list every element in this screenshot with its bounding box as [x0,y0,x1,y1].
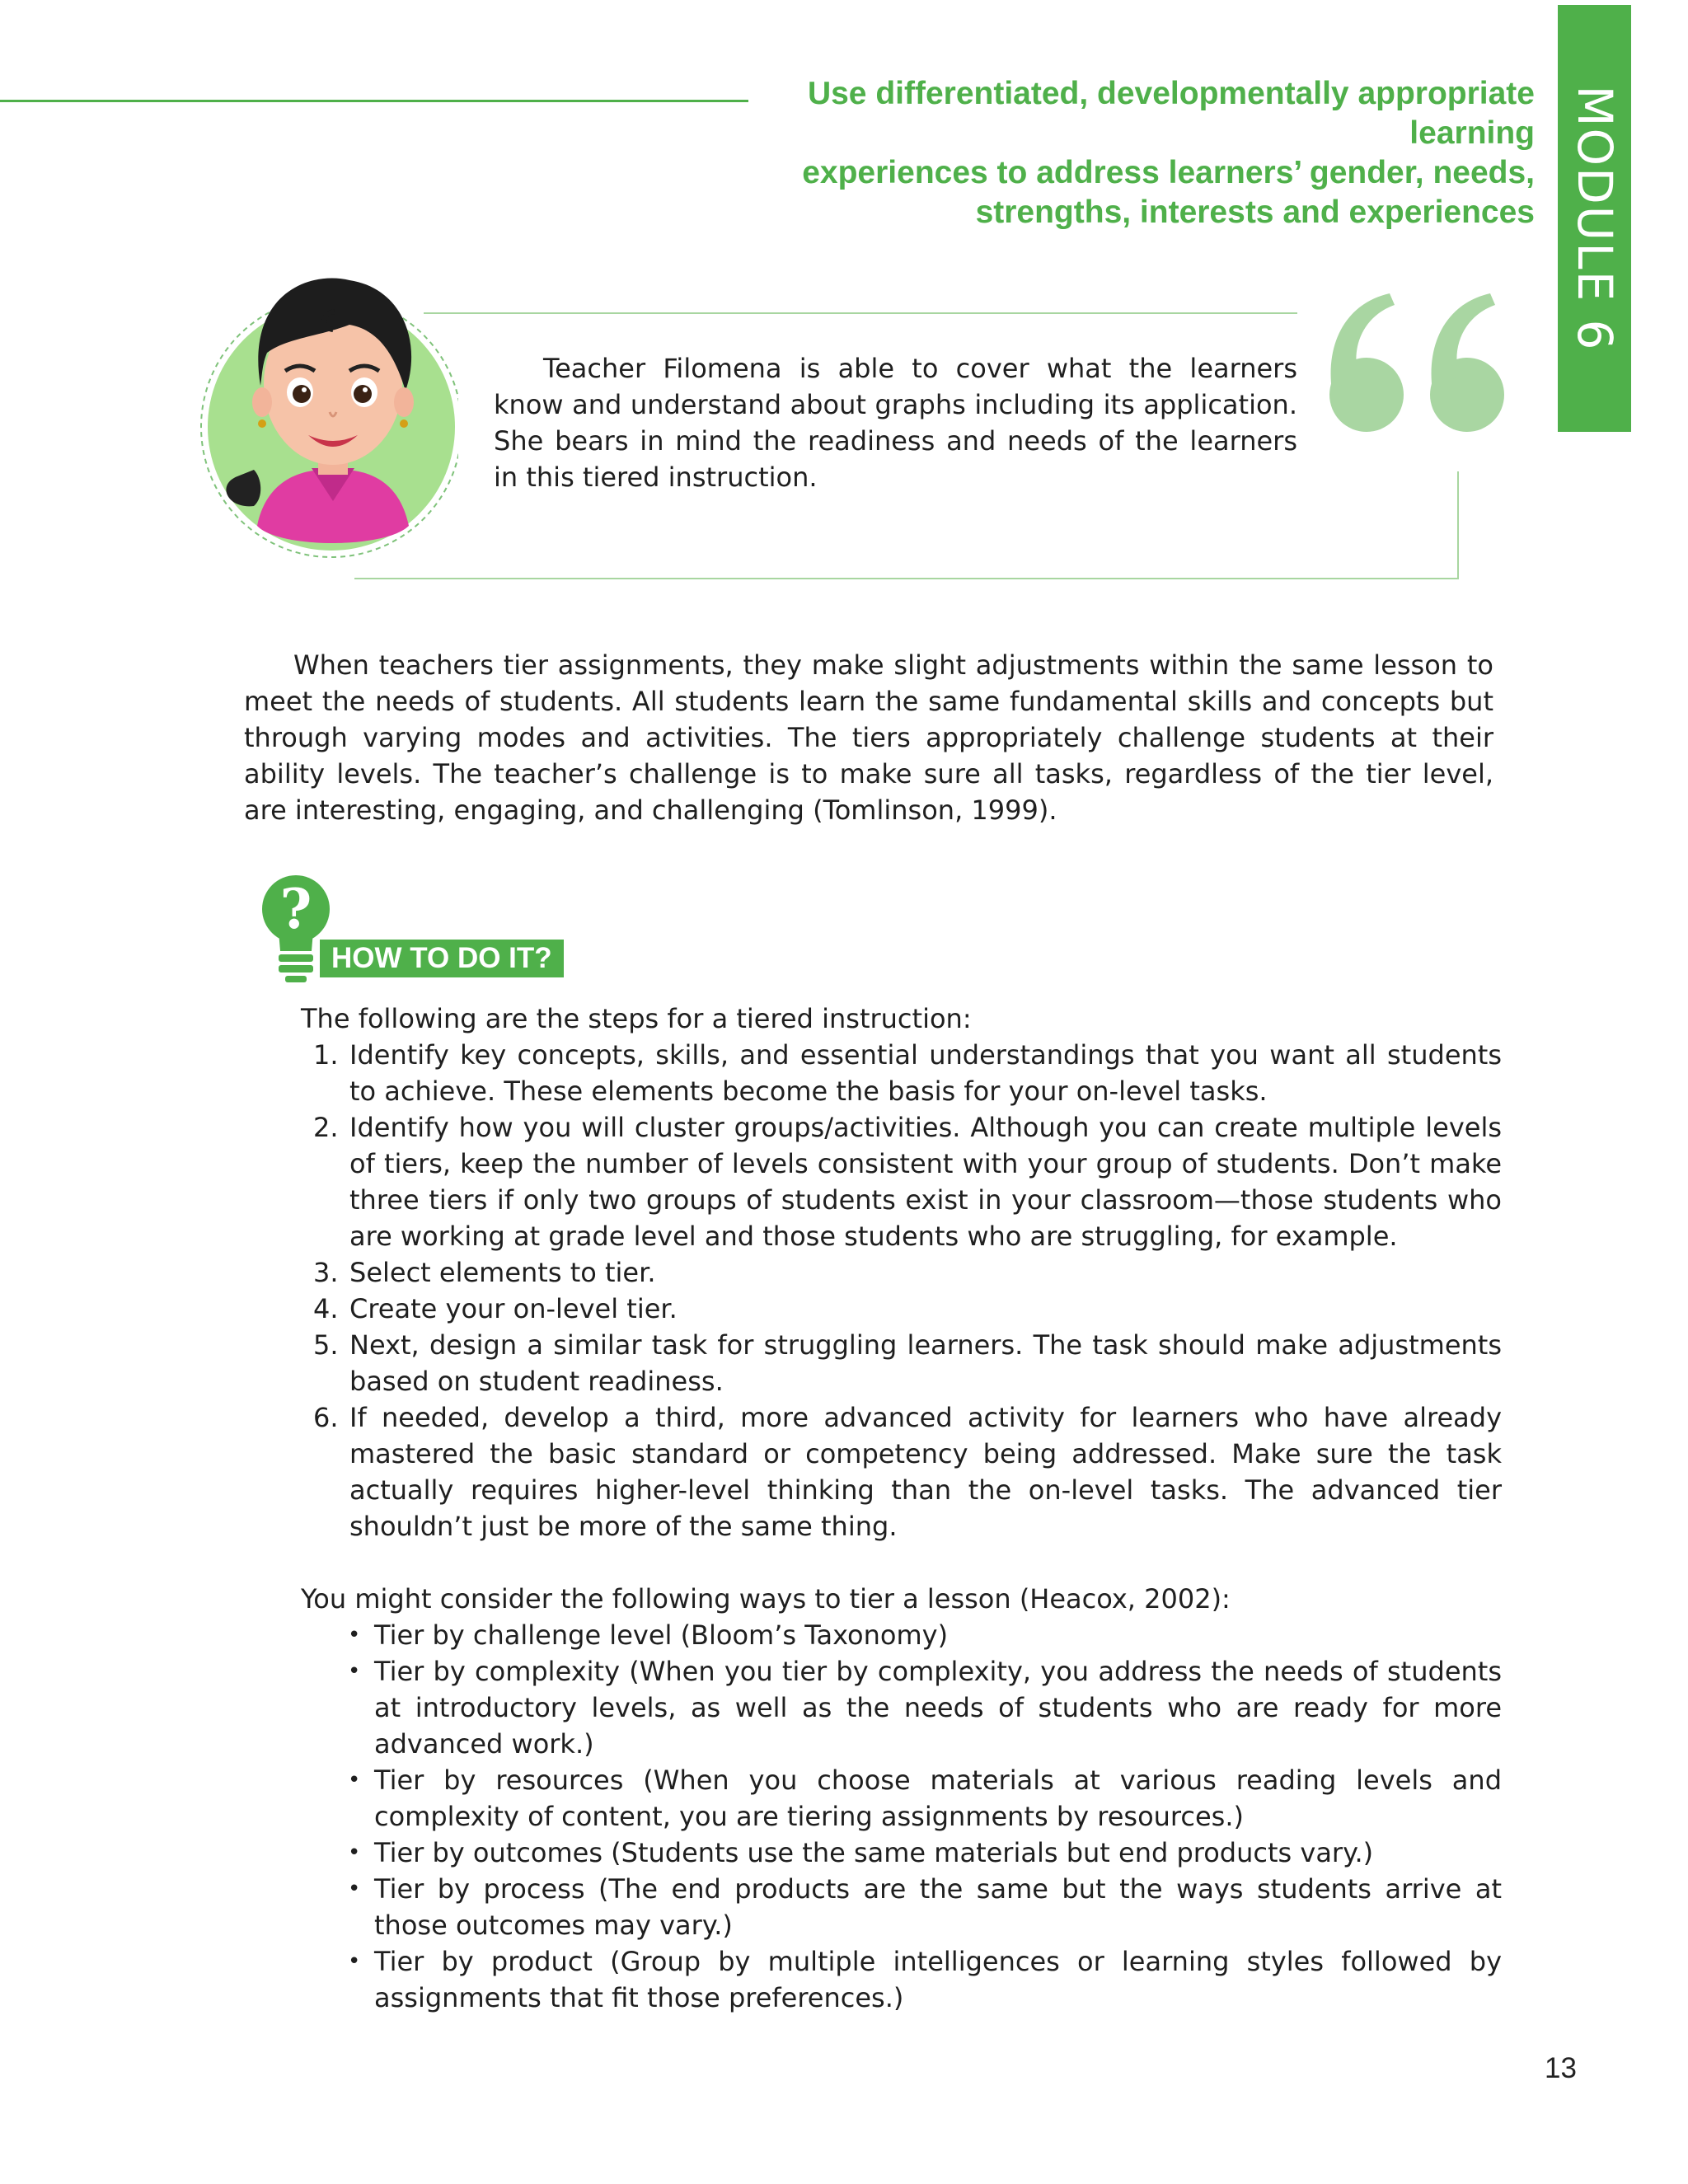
way-item [348,1835,1502,1871]
step-text: Next, design a similar task for struggling learners. The task should make adjustments based on student readiness. [349,1329,1502,1397]
step-number: 4. [313,1293,339,1324]
page-header-title [710,74,1535,232]
how-to-badge: HOW TO DO IT? [320,940,564,977]
quote-frame-top [424,312,1297,314]
bullet-icon: • [348,1768,361,1793]
step-item [313,1399,1502,1544]
way-text: Tier by resources (When you choose materials at various reading levels and complexity of content, you are tiering assignments by resources.) [374,1765,1502,1832]
intro-paragraph: When teachers tier assignments, they make slight adjustments within the same lesson to meet the needs of students. All students learn the same fundamental skills and concepts but through varying modes and activities. The tiers appropriately challenge students at their ability levels. The teacher’s challenge is to make sure all tasks, regardless of the tier level, are interesting, engaging, and challenging (Tomlinson, 1999). [244,649,1493,826]
bullet-icon: • [348,1949,361,1974]
quote-frame-bottom [354,578,1459,579]
header-title-line-3: strengths, interests and experiences [975,194,1535,230]
page-number: 13 [1545,2052,1577,2084]
question-mark-glyph: ? [279,877,312,941]
way-text: Tier by process (The end products are the same but the ways students arrive at those outcomes may vary.) [374,1873,1502,1941]
step-text: Select elements to tier. [349,1257,656,1288]
quote-text: Teacher Filomena is able to cover what the learners know and understand about graphs including its application. She bears in mind the readiness and needs of the learners in this tiered instruction. [494,353,1297,493]
step-item [313,1327,1502,1399]
ways-list [348,1617,1502,2016]
step-number: 3. [313,1257,339,1288]
bullet-icon: • [348,1877,361,1901]
quote-marks-icon [1325,293,1510,442]
way-item [348,1762,1502,1835]
header-rule [0,100,748,102]
step-text: Create your on-level tier. [349,1293,678,1324]
way-text: Tier by product (Group by multiple intelligences or learning styles followed by assignments that fit those preferences.) [374,1946,1502,2013]
module-tab [1558,5,1631,432]
ways-intro: You might consider the following ways to tier a lesson (Heacox, 2002): [301,1583,1231,1615]
step-number: 2. [313,1112,339,1143]
steps-intro: The following are the steps for a tiered instruction: [301,1003,972,1034]
step-text: Identify how you will cluster groups/activities. Although you can create multiple levels of tiers, keep the number of levels consistent with your group of students. Don’t make three tiers if only two groups of students exist in your classroom—those students who are working at grade level and those students who are struggling, for example. [349,1112,1502,1252]
bullet-icon: • [348,1623,361,1647]
step-number: 5. [313,1329,339,1361]
way-text: Tier by complexity (When you tier by complexity, you address the needs of students at introductory levels, as well as the needs of students who are ready for more advanced work.) [374,1656,1502,1760]
step-number: 6. [313,1402,339,1433]
step-item [313,1037,1502,1109]
step-text: If needed, develop a third, more advanced activity for learners who have already mastered the basic standard or competency being addressed. Make sure the task actually requires higher-level thinking than the on-level tasks. The advanced tier shouldn’t just be more of the same thing. [349,1402,1502,1542]
way-item [348,1617,1502,1653]
bullet-icon: • [348,1840,361,1865]
way-text: Tier by outcomes (Students use the same materials but end products vary.) [374,1837,1374,1868]
step-text: Identify key concepts, skills, and essential understandings that you want all students to achieve. These elements become the basis for your on-level tasks. [349,1039,1502,1107]
header-title-line-2: experiences to address learners’ gender, needs, [802,155,1535,190]
bullet-icon: • [348,1659,361,1684]
way-item [348,1653,1502,1762]
way-item [348,1871,1502,1943]
quote-frame-right [1457,471,1459,579]
way-text: Tier by challenge level (Bloom’s Taxonomy) [374,1619,949,1651]
way-item [348,1943,1502,2016]
module-tab-label: MODULE 6 [1566,85,1623,352]
step-item [313,1109,1502,1254]
step-item [313,1254,1502,1291]
teacher-avatar-icon [188,262,458,575]
step-number: 1. [313,1039,339,1071]
header-title-line-1: Use differentiated, developmentally appropriate learning [807,76,1535,151]
step-item [313,1291,1502,1327]
steps-list [313,1037,1502,1544]
